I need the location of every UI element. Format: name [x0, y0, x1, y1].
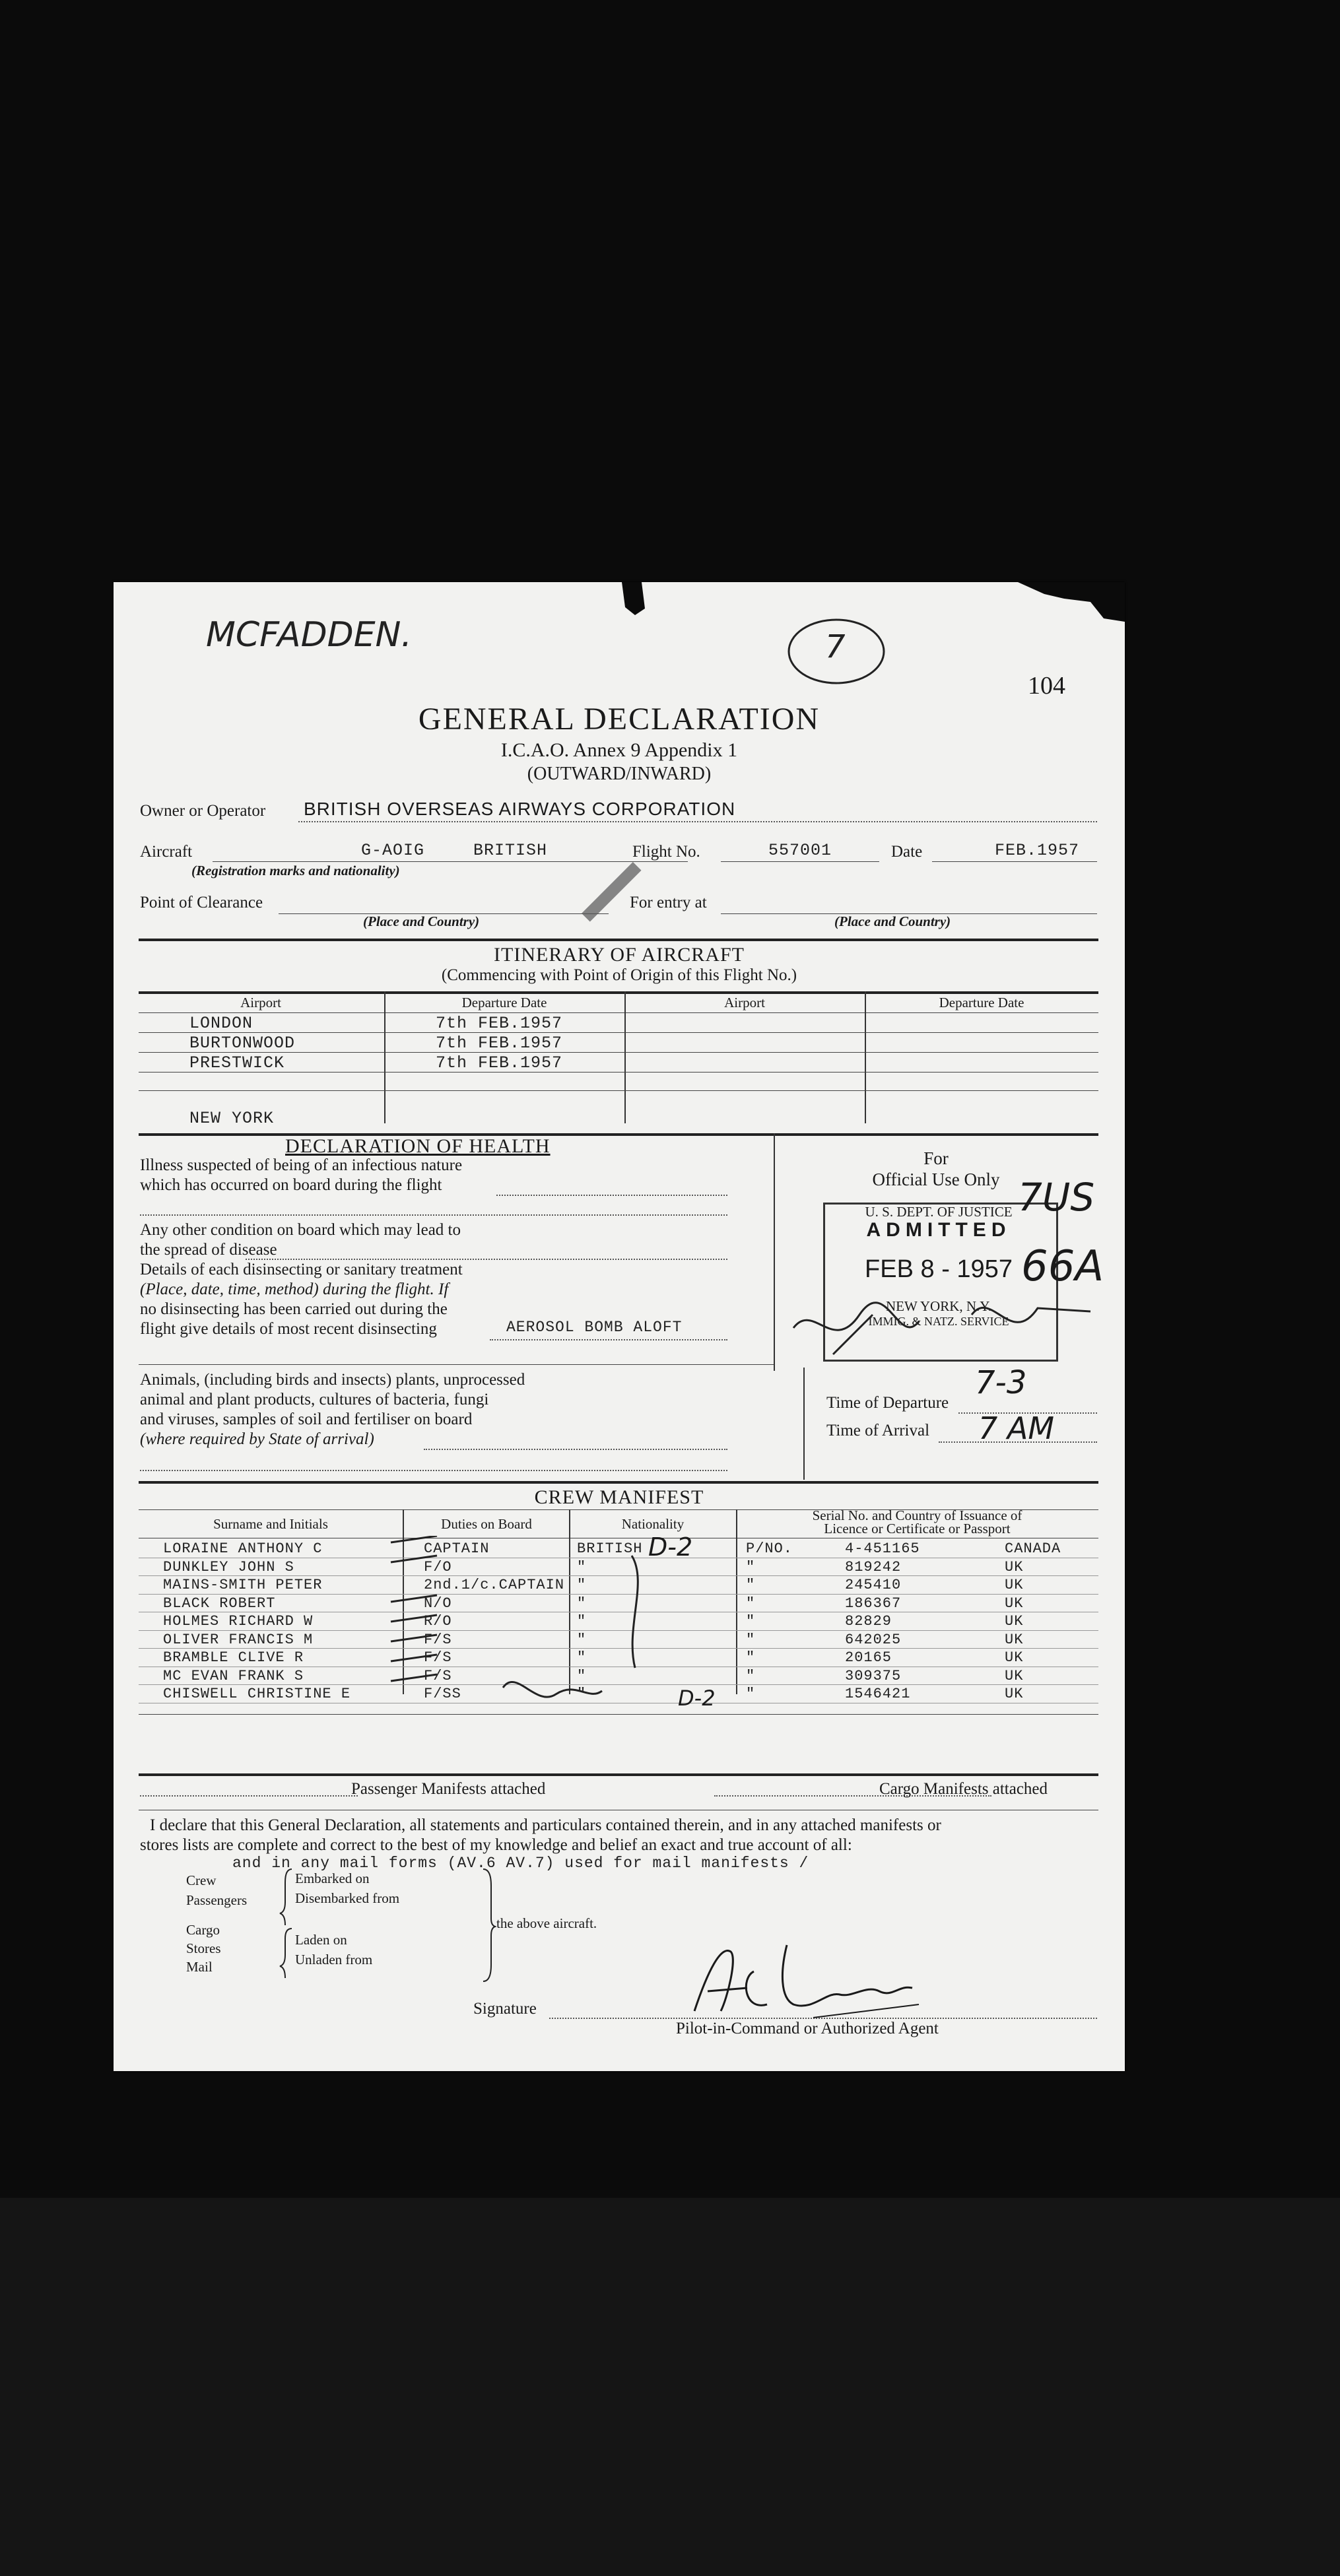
date-line — [932, 861, 1097, 862]
crew-cell-nationality: " — [577, 1631, 587, 1648]
declaration-typed: and in any mail forms (AV.6 AV.7) used for mail manifests / — [232, 1855, 809, 1872]
crew-header-nationality: Nationality — [621, 1516, 685, 1532]
handwritten-crew-mark-2: D-2 — [678, 1686, 716, 1711]
itin-header-airport-1: Airport — [240, 995, 281, 1010]
flight-date: FEB.1957 — [995, 841, 1080, 860]
disinsect-line — [490, 1339, 727, 1340]
crew-cell-duty: N/O — [424, 1595, 452, 1612]
animals-2: animal and plant products, cultures of bacteria, fungi — [140, 1391, 489, 1408]
itin-divider-2 — [624, 991, 626, 1123]
passenger-manifest-label: Passenger Manifests attached — [351, 1780, 546, 1798]
crew-cell-doc: " — [746, 1649, 756, 1666]
health-other-1: Any other condition on board which may lead to — [140, 1221, 461, 1239]
crew-cell-serial: 4-451165 — [845, 1540, 920, 1557]
health-other-2: the spread of disease — [140, 1241, 277, 1259]
scan-background-band — [0, 2198, 1340, 2576]
decl-cargo: Cargo — [186, 1922, 220, 1938]
crew-cell-name: BRAMBLE CLIVE R — [163, 1649, 304, 1666]
crew-cell-country: UK — [1005, 1686, 1024, 1702]
handwritten-stamp-scrawl: 66A — [1021, 1242, 1104, 1291]
cargo-manifest-label: Cargo Manifests attached — [879, 1780, 1048, 1798]
itin-row-airport: BURTONWOOD — [189, 1034, 296, 1053]
decl-aircraft: the above aircraft. — [496, 1915, 597, 1931]
handwritten-crew-mark-1: D-2 — [648, 1533, 693, 1562]
declaration-form — [114, 582, 1125, 2071]
crew-cell-country: UK — [1005, 1631, 1024, 1648]
decl-passengers: Passengers — [186, 1892, 248, 1908]
handwritten-surname: MCFADDEN. — [206, 615, 412, 655]
stamp-line-1: U. S. DEPT. OF JUSTICE — [865, 1204, 1013, 1220]
health-title: DECLARATION OF HEALTH — [285, 1135, 551, 1157]
crew-cell-name: CHISWELL CHRISTINE E — [163, 1686, 351, 1702]
crew-cell-doc: " — [746, 1577, 756, 1593]
handwritten-arrival: 7 AM — [978, 1410, 1055, 1446]
crew-cell-nationality: " — [577, 1577, 587, 1593]
official-title-2: Official Use Only — [872, 1170, 1000, 1189]
health-bottom-rule — [139, 1364, 774, 1365]
owner-label: Owner or Operator — [140, 802, 266, 820]
signature-caption: Pilot-in-Command or Authorized Agent — [676, 2020, 939, 2037]
itin-row-airport: LONDON — [189, 1014, 253, 1033]
aircraft-registration: G-AOIG — [361, 841, 425, 860]
circled-number: 7 — [825, 628, 846, 665]
time-divider — [803, 1368, 805, 1480]
itin-row-rule — [139, 1052, 1098, 1053]
crew-cell-serial: 642025 — [845, 1631, 902, 1648]
arrival-time-label: Time of Arrival — [826, 1422, 930, 1439]
itinerary-title: ITINERARY OF AIRCRAFT — [494, 944, 745, 966]
crew-cell-nationality: " — [577, 1686, 587, 1702]
itin-divider-1 — [384, 991, 385, 1123]
crew-cell-nationality: " — [577, 1558, 587, 1575]
direction-label: (OUTWARD/INWARD) — [527, 764, 712, 784]
flight-number: 557001 — [768, 841, 832, 860]
itin-header-airport-2: Airport — [724, 995, 765, 1010]
entry-hint: (Place and Country) — [834, 913, 951, 929]
crew-title: CREW MANIFEST — [534, 1486, 704, 1508]
crew-cell-duty: F/O — [424, 1558, 452, 1575]
crew-checkmarks — [364, 1536, 708, 1714]
crew-cell-serial: 245410 — [845, 1577, 902, 1593]
crew-header-serial-2: Licence or Certificate or Passport — [824, 1521, 1011, 1536]
crew-cell-serial: 20165 — [845, 1649, 892, 1666]
crew-bottom-rule — [139, 1714, 1098, 1715]
stamp-date: FEB 8 - 1957 — [865, 1255, 1013, 1283]
itinerary-subtitle: (Commencing with Point of Origin of this Flight No.) — [441, 966, 797, 984]
manifest-rule — [139, 1773, 1098, 1776]
declaration-braces — [279, 1866, 496, 1985]
crew-cell-name: MC EVAN FRANK S — [163, 1667, 304, 1684]
health-illness-2: which has occurred on board during the flight — [140, 1176, 442, 1194]
decl-mail: Mail — [186, 1959, 213, 1975]
animals-1: Animals, (including birds and insects) plants, unprocessed — [140, 1371, 525, 1389]
pilot-signature — [681, 1932, 958, 2031]
itin-row-rule — [139, 1032, 1098, 1033]
crew-cell-doc: " — [746, 1686, 756, 1702]
health-disinsect-1: Details of each disinsecting or sanitary treatment — [140, 1261, 463, 1278]
icao-annex: I.C.A.O. Annex 9 Appendix 1 — [500, 739, 738, 761]
crew-cell-name: HOLMES RICHARD W — [163, 1613, 314, 1630]
crew-cell-serial: 1546421 — [845, 1686, 911, 1702]
passenger-manifest-line — [140, 1795, 358, 1797]
decl-unladen: Unladen from — [295, 1952, 373, 1967]
stamp-scrawl-lines — [774, 1275, 1104, 1368]
crew-header-serial-1: Serial No. and Country of Issuance of — [812, 1507, 1022, 1523]
crew-cell-duty: R/O — [424, 1613, 452, 1630]
disinsecting-value: AEROSOL BOMB ALOFT — [506, 1319, 683, 1336]
stamp-service: IMMIG. & NATZ. SERVICE — [868, 1315, 1009, 1328]
crew-cell-country: UK — [1005, 1613, 1024, 1630]
itin-row-rule — [139, 1072, 1098, 1073]
crew-cell-name: MAINS-SMITH PETER — [163, 1577, 323, 1593]
crew-top-rule — [139, 1481, 1098, 1484]
decl-crew: Crew — [186, 1872, 217, 1888]
crew-header-name: Surname and Initials — [213, 1516, 328, 1532]
crew-cell-duty: F/SS — [424, 1686, 461, 1702]
crew-cell-duty: CAPTAIN — [424, 1540, 490, 1557]
page-number: 104 — [1028, 672, 1065, 700]
date-label: Date — [891, 843, 923, 861]
crew-cell-nationality: " — [577, 1649, 587, 1666]
health-disinsect-2: (Place, date, time, method) during the flight. If — [140, 1280, 449, 1298]
itin-header-date-2: Departure Date — [939, 995, 1024, 1010]
crew-cell-country: UK — [1005, 1649, 1024, 1666]
health-illness-1: Illness suspected of being of an infectious nature — [140, 1156, 463, 1174]
itin-destination: NEW YORK — [189, 1109, 275, 1128]
crew-cell-doc: " — [746, 1667, 756, 1684]
crew-cell-country: UK — [1005, 1558, 1024, 1575]
itinerary-bottom-rule — [139, 1133, 1098, 1136]
flight-label: Flight No. — [632, 843, 700, 861]
crew-cell-country: CANADA — [1005, 1540, 1061, 1557]
itinerary-top-rule — [139, 939, 1098, 941]
itin-row-date: 7th FEB.1957 — [436, 1053, 563, 1073]
departure-time-label: Time of Departure — [826, 1394, 949, 1412]
animals-line-2 — [140, 1470, 727, 1471]
animals-line — [424, 1449, 727, 1450]
itin-header-date-1: Departure Date — [461, 995, 547, 1010]
aircraft-nationality: BRITISH — [473, 841, 548, 860]
crew-cell-name: DUNKLEY JOHN S — [163, 1558, 294, 1575]
aircraft-hint: (Registration marks and nationality) — [191, 863, 400, 878]
crew-cell-nationality: BRITISH — [577, 1540, 643, 1557]
itin-row-date: 7th FEB.1957 — [436, 1014, 563, 1033]
handwritten-departure: 7-3 — [975, 1364, 1027, 1401]
decl-stores: Stores — [186, 1940, 221, 1956]
crew-cell-doc: " — [746, 1558, 756, 1575]
itin-header-bottom — [139, 1012, 1098, 1013]
crew-cell-duty: F/S — [424, 1631, 452, 1648]
illness-line-2 — [140, 1214, 727, 1216]
crew-cell-duty: F/S — [424, 1667, 452, 1684]
crew-cell-doc: " — [746, 1595, 756, 1612]
entry-label: For entry at — [630, 894, 707, 911]
itin-row-date: 7th FEB.1957 — [436, 1034, 563, 1053]
form-title: GENERAL DECLARATION — [418, 702, 821, 737]
crew-cell-name: OLIVER FRANCIS M — [163, 1631, 314, 1648]
health-disinsect-3: no disinsecting has been carried out during the — [140, 1300, 448, 1318]
diagonal-stamp — [576, 856, 648, 929]
crew-cell-serial: 819242 — [845, 1558, 902, 1575]
animals-4: (where required by State of arrival) — [140, 1430, 374, 1448]
itinerary-header-rule — [139, 991, 1098, 994]
itin-row-airport: PRESTWICK — [189, 1053, 285, 1073]
stamp-city: NEW YORK, N.Y. — [885, 1298, 992, 1314]
decl-embarked: Embarked on — [295, 1870, 370, 1886]
crew-cell-serial: 82829 — [845, 1613, 892, 1630]
handwritten-officer-initials: 7US — [1018, 1175, 1095, 1220]
signature-label: Signature — [473, 2000, 537, 2018]
declaration-line-2: stores lists are complete and correct to the best of my knowledge and belief an exact and true account of all: — [140, 1836, 852, 1854]
owner-value: BRITISH OVERSEAS AIRWAYS CORPORATION — [304, 799, 736, 819]
decl-laden: Laden on — [295, 1932, 347, 1948]
crew-cell-nationality: " — [577, 1613, 587, 1630]
crew-cell-country: UK — [1005, 1577, 1024, 1593]
health-disinsect-4: flight give details of most recent disinsecting — [140, 1320, 437, 1338]
crew-cell-doc: " — [746, 1613, 756, 1630]
official-title-1: For — [923, 1148, 949, 1168]
crew-cell-doc: " — [746, 1631, 756, 1648]
crew-cell-duty: F/S — [424, 1649, 452, 1666]
clearance-label: Point of Clearance — [140, 894, 263, 911]
itin-divider-3 — [865, 991, 866, 1123]
owner-line — [298, 821, 1097, 822]
crew-cell-country: UK — [1005, 1595, 1024, 1612]
itin-row-rule — [139, 1090, 1098, 1091]
crew-cell-name: LORAINE ANTHONY C — [163, 1540, 323, 1557]
crew-cell-serial: 186367 — [845, 1595, 902, 1612]
crew-cell-doc: P/NO. — [746, 1540, 793, 1557]
crew-cell-country: UK — [1005, 1667, 1024, 1684]
crew-cell-name: BLACK ROBERT — [163, 1595, 276, 1612]
crew-cell-duty: 2nd.1/c.CAPTAIN — [424, 1577, 565, 1593]
crew-cell-serial: 309375 — [845, 1667, 902, 1684]
aircraft-label: Aircraft — [140, 843, 193, 861]
stamp-admitted: ADMITTED — [866, 1219, 1011, 1241]
other-line — [246, 1259, 727, 1260]
flight-line — [721, 861, 879, 862]
decl-disembarked: Disembarked from — [295, 1890, 400, 1906]
crew-header-duties: Duties on Board — [441, 1516, 532, 1532]
crew-cell-nationality: " — [577, 1595, 587, 1612]
declaration-line-1: I declare that this General Declaration, all statements and particulars contained therein, and in any attached manifests or — [150, 1816, 941, 1834]
crew-cell-nationality: " — [577, 1667, 587, 1684]
animals-3: and viruses, samples of soil and fertiliser on board — [140, 1410, 473, 1428]
illness-line — [496, 1195, 727, 1196]
clearance-hint: (Place and Country) — [363, 913, 480, 929]
